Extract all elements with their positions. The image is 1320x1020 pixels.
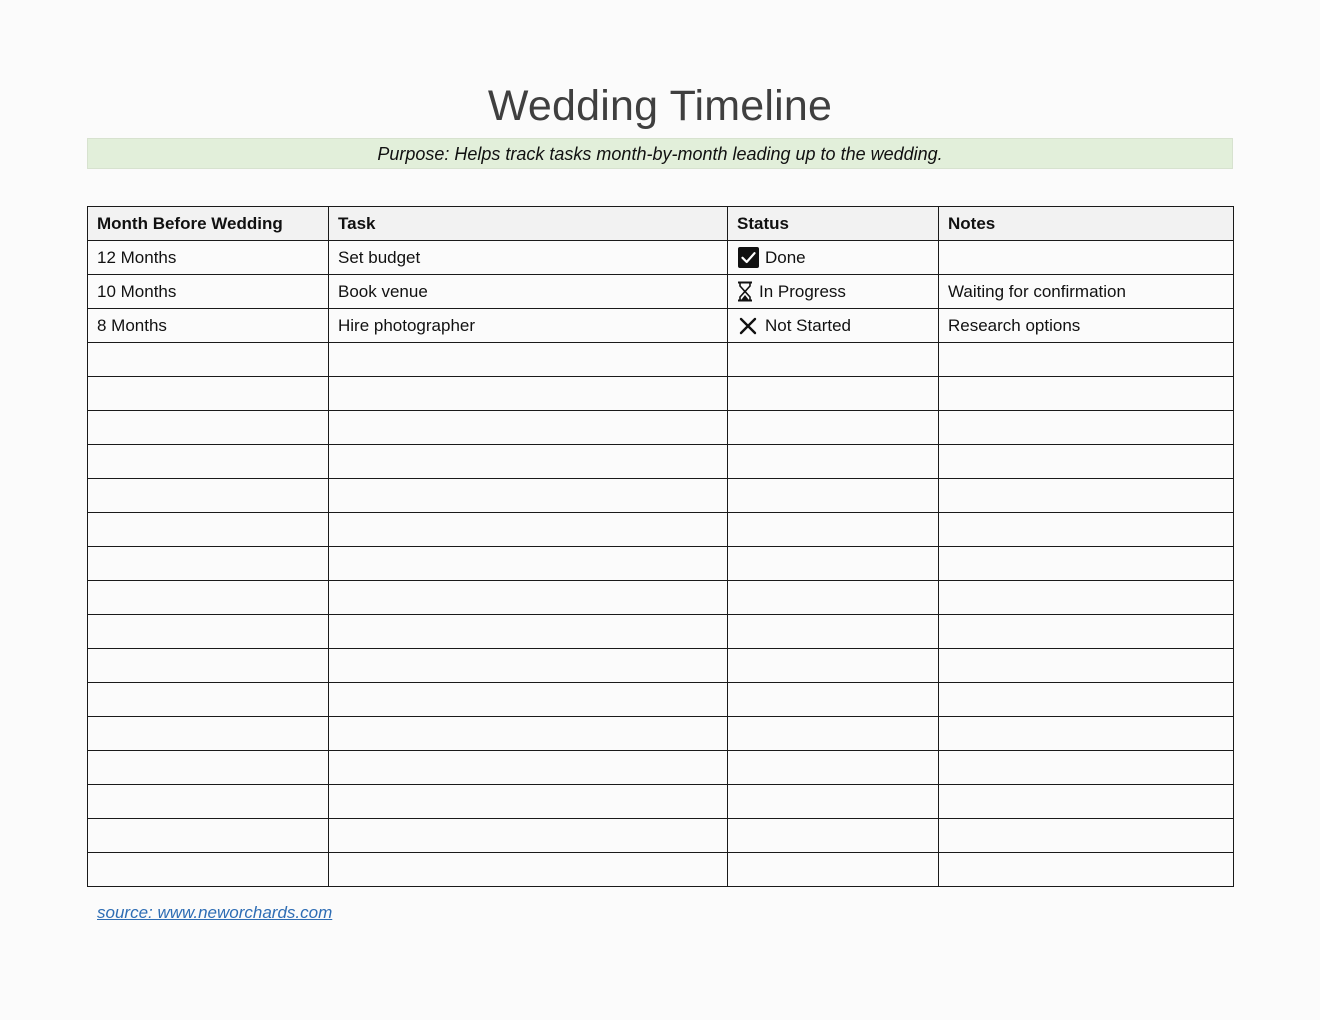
cell-month[interactable]: 8 Months (88, 309, 329, 343)
empty-cell[interactable] (939, 479, 1234, 513)
empty-cell[interactable] (329, 377, 728, 411)
empty-cell[interactable] (728, 853, 939, 887)
empty-cell[interactable] (939, 445, 1234, 479)
header-task: Task (329, 207, 728, 241)
empty-cell[interactable] (939, 785, 1234, 819)
table-row-empty (88, 683, 1234, 717)
empty-cell[interactable] (728, 785, 939, 819)
table-row-empty (88, 445, 1234, 479)
empty-cell[interactable] (329, 513, 728, 547)
empty-cell[interactable] (88, 751, 329, 785)
cell-month[interactable]: 12 Months (88, 241, 329, 275)
empty-cell[interactable] (939, 615, 1234, 649)
table-row-empty (88, 581, 1234, 615)
purpose-banner: Purpose: Helps track tasks month-by-month leading up to the wedding. (87, 138, 1233, 169)
empty-cell[interactable] (88, 547, 329, 581)
empty-cell[interactable] (728, 445, 939, 479)
page-title: Wedding Timeline (487, 82, 833, 130)
empty-cell[interactable] (728, 547, 939, 581)
empty-cell[interactable] (939, 377, 1234, 411)
table-row-empty (88, 751, 1234, 785)
table-header-row (88, 207, 1234, 241)
empty-cell[interactable] (728, 581, 939, 615)
timeline-table (87, 206, 1234, 887)
empty-cell[interactable] (88, 615, 329, 649)
empty-cell[interactable] (329, 785, 728, 819)
empty-cell[interactable] (88, 513, 329, 547)
empty-cell[interactable] (728, 411, 939, 445)
checkbox-checked-icon (737, 247, 759, 269)
empty-cell[interactable] (329, 343, 728, 377)
empty-cell[interactable] (728, 649, 939, 683)
empty-cell[interactable] (728, 377, 939, 411)
cross-icon (737, 315, 759, 337)
table-row-empty (88, 717, 1234, 751)
empty-cell[interactable] (88, 445, 329, 479)
empty-cell[interactable] (939, 853, 1234, 887)
table-row (88, 275, 1234, 309)
empty-cell[interactable] (329, 547, 728, 581)
cell-task[interactable]: Set budget (329, 241, 728, 275)
status-label: In Progress (759, 281, 846, 301)
empty-cell[interactable] (88, 785, 329, 819)
cell-notes[interactable] (939, 241, 1234, 275)
empty-cell[interactable] (939, 343, 1234, 377)
empty-cell[interactable] (728, 751, 939, 785)
cell-status[interactable] (728, 275, 939, 309)
empty-cell[interactable] (939, 411, 1234, 445)
empty-cell[interactable] (88, 581, 329, 615)
cell-task[interactable]: Book venue (329, 275, 728, 309)
empty-cell[interactable] (329, 717, 728, 751)
empty-cell[interactable] (728, 819, 939, 853)
table-row-empty (88, 819, 1234, 853)
table-row (88, 309, 1234, 343)
table-row-empty (88, 853, 1234, 887)
table-row-empty (88, 411, 1234, 445)
empty-cell[interactable] (329, 445, 728, 479)
empty-cell[interactable] (728, 683, 939, 717)
hourglass-icon (737, 281, 753, 303)
empty-cell[interactable] (88, 683, 329, 717)
empty-cell[interactable] (329, 411, 728, 445)
empty-cell[interactable] (728, 717, 939, 751)
table-row-empty (88, 649, 1234, 683)
empty-cell[interactable] (939, 751, 1234, 785)
empty-cell[interactable] (939, 819, 1234, 853)
empty-cell[interactable] (329, 819, 728, 853)
empty-cell[interactable] (939, 547, 1234, 581)
empty-cell[interactable] (939, 513, 1234, 547)
empty-cell[interactable] (728, 479, 939, 513)
table-row-empty (88, 377, 1234, 411)
cell-status[interactable] (728, 241, 939, 275)
empty-cell[interactable] (88, 649, 329, 683)
table-row-empty (88, 615, 1234, 649)
cell-notes[interactable]: Research options (939, 309, 1234, 343)
empty-cell[interactable] (329, 751, 728, 785)
table-row-empty (88, 479, 1234, 513)
empty-cell[interactable] (88, 479, 329, 513)
table-row-empty (88, 547, 1234, 581)
header-month: Month Before Wedding (88, 207, 329, 241)
cell-notes[interactable]: Waiting for confirmation (939, 275, 1234, 309)
empty-cell[interactable] (88, 819, 329, 853)
empty-cell[interactable] (939, 717, 1234, 751)
empty-cell[interactable] (88, 717, 329, 751)
cell-task[interactable]: Hire photographer (329, 309, 728, 343)
empty-cell[interactable] (939, 581, 1234, 615)
header-notes: Notes (939, 207, 1234, 241)
empty-cell[interactable] (329, 683, 728, 717)
source-link[interactable]: source: www.neworchards.com (97, 903, 333, 922)
table-row-empty (88, 513, 1234, 547)
empty-cell[interactable] (88, 377, 329, 411)
table-row-empty (88, 343, 1234, 377)
empty-cell[interactable] (88, 343, 329, 377)
empty-cell[interactable] (939, 649, 1234, 683)
empty-cell[interactable] (88, 411, 329, 445)
empty-cell[interactable] (88, 853, 329, 887)
table-row-empty (88, 785, 1234, 819)
status-label: Done (765, 247, 806, 267)
empty-cell[interactable] (329, 581, 728, 615)
empty-cell[interactable] (329, 479, 728, 513)
header-status: Status (728, 207, 939, 241)
empty-cell[interactable] (329, 649, 728, 683)
empty-cell[interactable] (329, 615, 728, 649)
table-row (88, 241, 1234, 275)
cell-status[interactable] (728, 309, 939, 343)
status-label: Not Started (765, 315, 851, 335)
empty-cell[interactable] (728, 615, 939, 649)
empty-cell[interactable] (728, 343, 939, 377)
empty-cell[interactable] (939, 683, 1234, 717)
empty-cell[interactable] (329, 853, 728, 887)
cell-month[interactable]: 10 Months (88, 275, 329, 309)
empty-cell[interactable] (728, 513, 939, 547)
